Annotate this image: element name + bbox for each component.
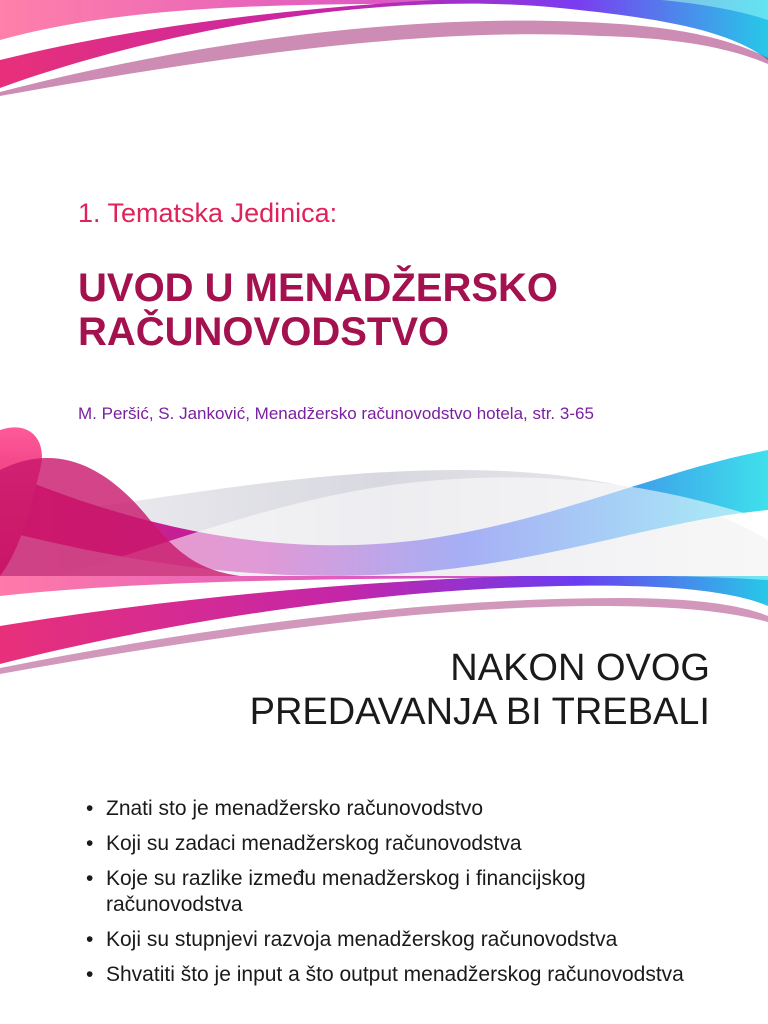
bullet-icon: • — [86, 963, 94, 986]
objectives-title-line-1: NAKON OVOG — [450, 647, 710, 689]
slide-title-line-2: RAČUNOVODSTVO — [78, 310, 450, 354]
slide-title-line-1: UVOD U MENADŽERSKO — [78, 266, 559, 310]
list-item-text: Znati sto je menadžersko računovodstvo — [106, 797, 484, 820]
bullet-icon: • — [86, 832, 94, 855]
list-item-text: Shvatiti što je input a što output menadžerskog računovodstva — [106, 963, 684, 986]
objectives-title-line-2: PREDAVANJA BI TREBALI — [249, 691, 710, 733]
list-item — [84, 962, 724, 988]
bullet-icon: • — [86, 928, 94, 951]
bullet-icon: • — [86, 797, 94, 820]
list-item-text: Koji su zadaci menadžerskog računovodstva — [106, 832, 522, 855]
list-item — [84, 831, 724, 857]
unit-subtitle: 1. Tematska Jedinica: — [78, 198, 338, 228]
list-item — [84, 866, 724, 918]
list-item — [84, 796, 724, 822]
slide-title — [78, 266, 738, 354]
source-reference: M. Peršić, S. Janković, Menadžersko računovodstvo hotela, str. 3-65 — [78, 404, 594, 423]
objectives-title — [250, 646, 710, 734]
list-item-text: Koji su stupnjevi razvoja menadžerskog računovodstva — [106, 928, 618, 951]
objectives-slide — [0, 576, 768, 1024]
list-item-text: Koje su razlike između menadžerskog i financijskog računovodstva — [106, 867, 586, 916]
bullet-icon: • — [86, 867, 94, 890]
objectives-list — [84, 796, 724, 997]
list-item — [84, 927, 724, 953]
